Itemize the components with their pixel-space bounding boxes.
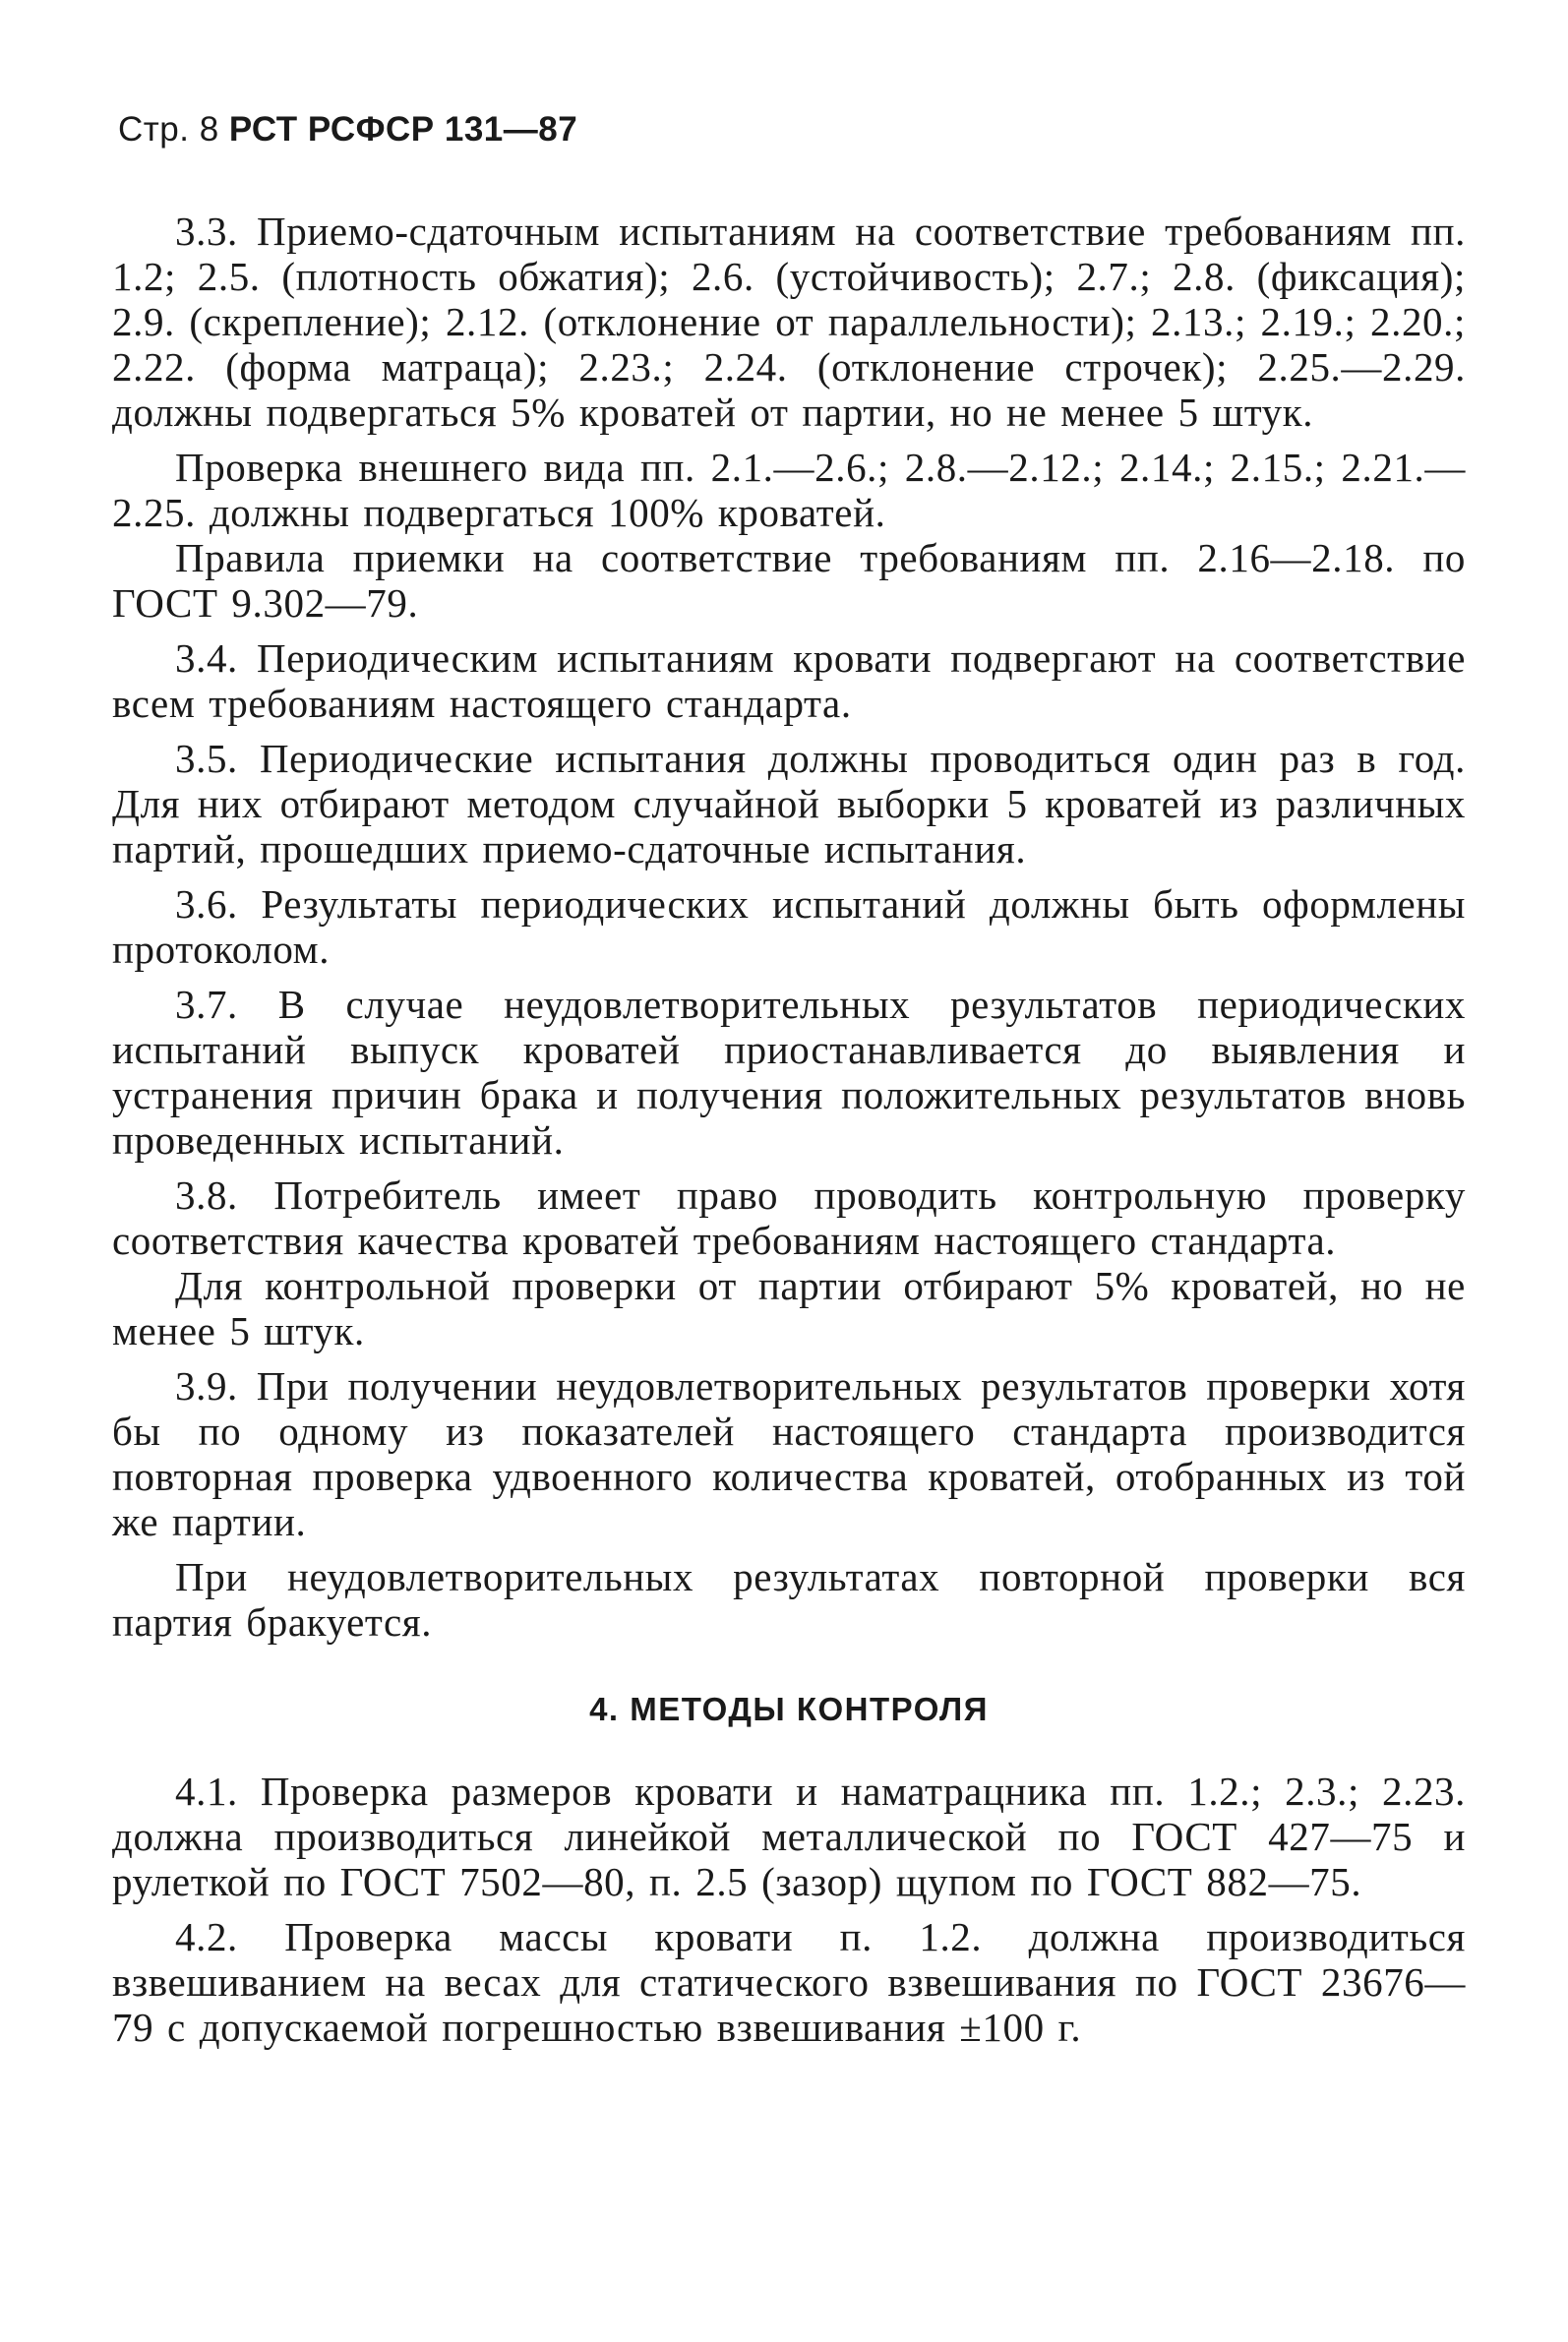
paragraph-3-9-rejection: При неудовлетворительных результатах повторной проверки вся партия бракуется. (112, 1554, 1466, 1645)
paragraph-3-5: 3.5. Периодические испытания должны проводиться один раз в год. Для них отбирают методом случайной выборки 5 кроватей из различных партий, прошедших приемо-сдаточные испытания. (112, 736, 1466, 871)
paragraph-3-3: 3.3. Приемо-сдаточным испытаниям на соответствие требованиям пп. 1.2; 2.5. (плотность обжатия); 2.6. (устойчивость); 2.7.; 2.8. (фиксация); 2.9. (скрепление); 2.12. (отклонение от параллельности); 2.13.; 2.19.; 2.20.; 2.22. (форма матраца); 2.23.; 2.24. (отклонение строчек); 2.25.—2.29. должны подвергаться 5% кроватей от партии, но не менее 5 штук. (112, 209, 1466, 435)
document-code: РСТ РСФСР 131—87 (228, 110, 578, 149)
paragraph-4-1: 4.1. Проверка размеров кровати и наматрацника пп. 1.2.; 2.3.; 2.23. должна производиться линейкой металлической по ГОСТ 427—75 и рулеткой по ГОСТ 7502—80, п. 2.5 (зазор) щупом по ГОСТ 882—75. (112, 1769, 1466, 1904)
paragraph-3-9: 3.9. При получении неудовлетворительных результатов проверки хотя бы по одному из показателей настоящего стандарта производится повторная проверка удвоенного количества кроватей, отобранных из той же партии. (112, 1363, 1466, 1544)
paragraph-3-8-sampling: Для контрольной проверки от партии отбирают 5% кроватей, но не менее 5 штук. (112, 1263, 1466, 1353)
paragraph-3-7: 3.7. В случае неудовлетворительных результатов периодических испытаний выпуск кроватей приостанавливается до выявления и устранения причин брака и получения положительных результатов вновь проведенных испытаний. (112, 982, 1466, 1163)
paragraph-3-3-acceptance-rules: Правила приемки на соответствие требованиям пп. 2.16—2.18. по ГОСТ 9.302—79. (112, 535, 1466, 626)
paragraph-4-2: 4.2. Проверка массы кровати п. 1.2. должна производиться взвешиванием на весах для статического взвешивания по ГОСТ 23676—79 с допускаемой погрешностью взвешивания ±100 г. (112, 1914, 1466, 2050)
page-header (118, 110, 577, 150)
paragraph-3-3-visual-inspection: Проверка внешнего вида пп. 2.1.—2.6.; 2.8.—2.12.; 2.14.; 2.15.; 2.21.—2.25. должны подвергаться 100% кроватей. (112, 445, 1466, 535)
section-4-title: 4. МЕТОДЫ КОНТРОЛЯ (589, 1691, 989, 1727)
document-body (112, 209, 1466, 2050)
paragraph-3-4: 3.4. Периодическим испытаниям кровати подвергают на соответствие всем требованиям настоящего стандарта. (112, 635, 1466, 726)
paragraph-3-6: 3.6. Результаты периодических испытаний должны быть оформлены протоколом. (112, 881, 1466, 972)
page-number: Стр. 8 (118, 110, 219, 149)
paragraph-3-8: 3.8. Потребитель имеет право проводить контрольную проверку соответствия качества кроватей требованиям настоящего стандарта. (112, 1172, 1466, 1263)
